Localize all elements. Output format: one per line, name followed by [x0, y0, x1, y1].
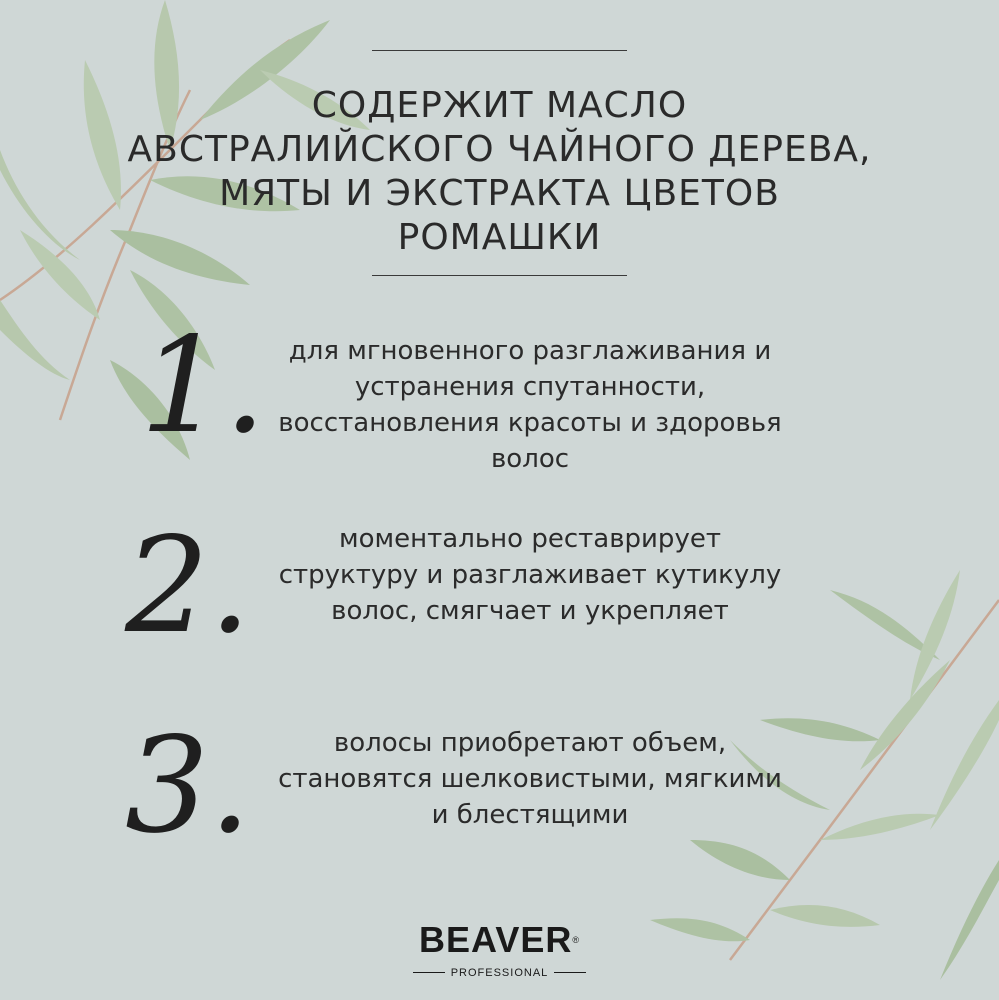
headline-line: АВСТРАЛИЙСКОГО ЧАЙНОГО ДЕРЕВА,: [127, 129, 872, 170]
bottom-divider: [372, 275, 627, 276]
top-divider: [372, 50, 627, 51]
brand-name: [0, 919, 999, 960]
item-1-number: 1.: [140, 309, 266, 463]
item-3-text: [230, 725, 830, 833]
item-1-line: устранения спутанности,: [354, 372, 706, 402]
headline-line: СОДЕРЖИТ МАСЛО: [311, 85, 688, 126]
item-1-text: [220, 333, 840, 477]
registered-mark: ®: [572, 935, 580, 945]
brand-logo: [0, 919, 999, 979]
item-3-line: и блестящими: [431, 800, 629, 830]
brand-subtitle-text: PROFESSIONAL: [450, 966, 549, 979]
item-3-number: 3.: [125, 709, 251, 863]
brand-name-text: BEAVER: [419, 919, 573, 960]
headline-line: РОМАШКИ: [397, 217, 602, 258]
item-2-line: моментально реставрирует: [339, 524, 721, 554]
item-2-number: 2.: [125, 509, 251, 663]
brand-subtitle-line-right: [554, 972, 586, 973]
headline-line: МЯТЫ И ЭКСТРАКТА ЦВЕТОВ: [219, 173, 780, 214]
item-2-line: структуру и разглаживает кутикулу: [278, 560, 782, 590]
item-3-line: волосы приобретают объем,: [333, 728, 727, 758]
brand-subtitle: [413, 967, 587, 979]
item-2-line: волос, смягчает и укрепляет: [331, 596, 729, 626]
brand-subtitle-line-left: [413, 972, 445, 973]
item-1-line: восстановления красоты и здоровья: [278, 408, 782, 438]
headline: [60, 84, 939, 260]
item-1-line: волос: [490, 444, 570, 474]
item-2-text: [230, 521, 830, 629]
item-1-line: для мгновенного разглаживания и: [288, 336, 772, 366]
item-3-line: становятся шелковистыми, мягкими: [278, 764, 782, 794]
